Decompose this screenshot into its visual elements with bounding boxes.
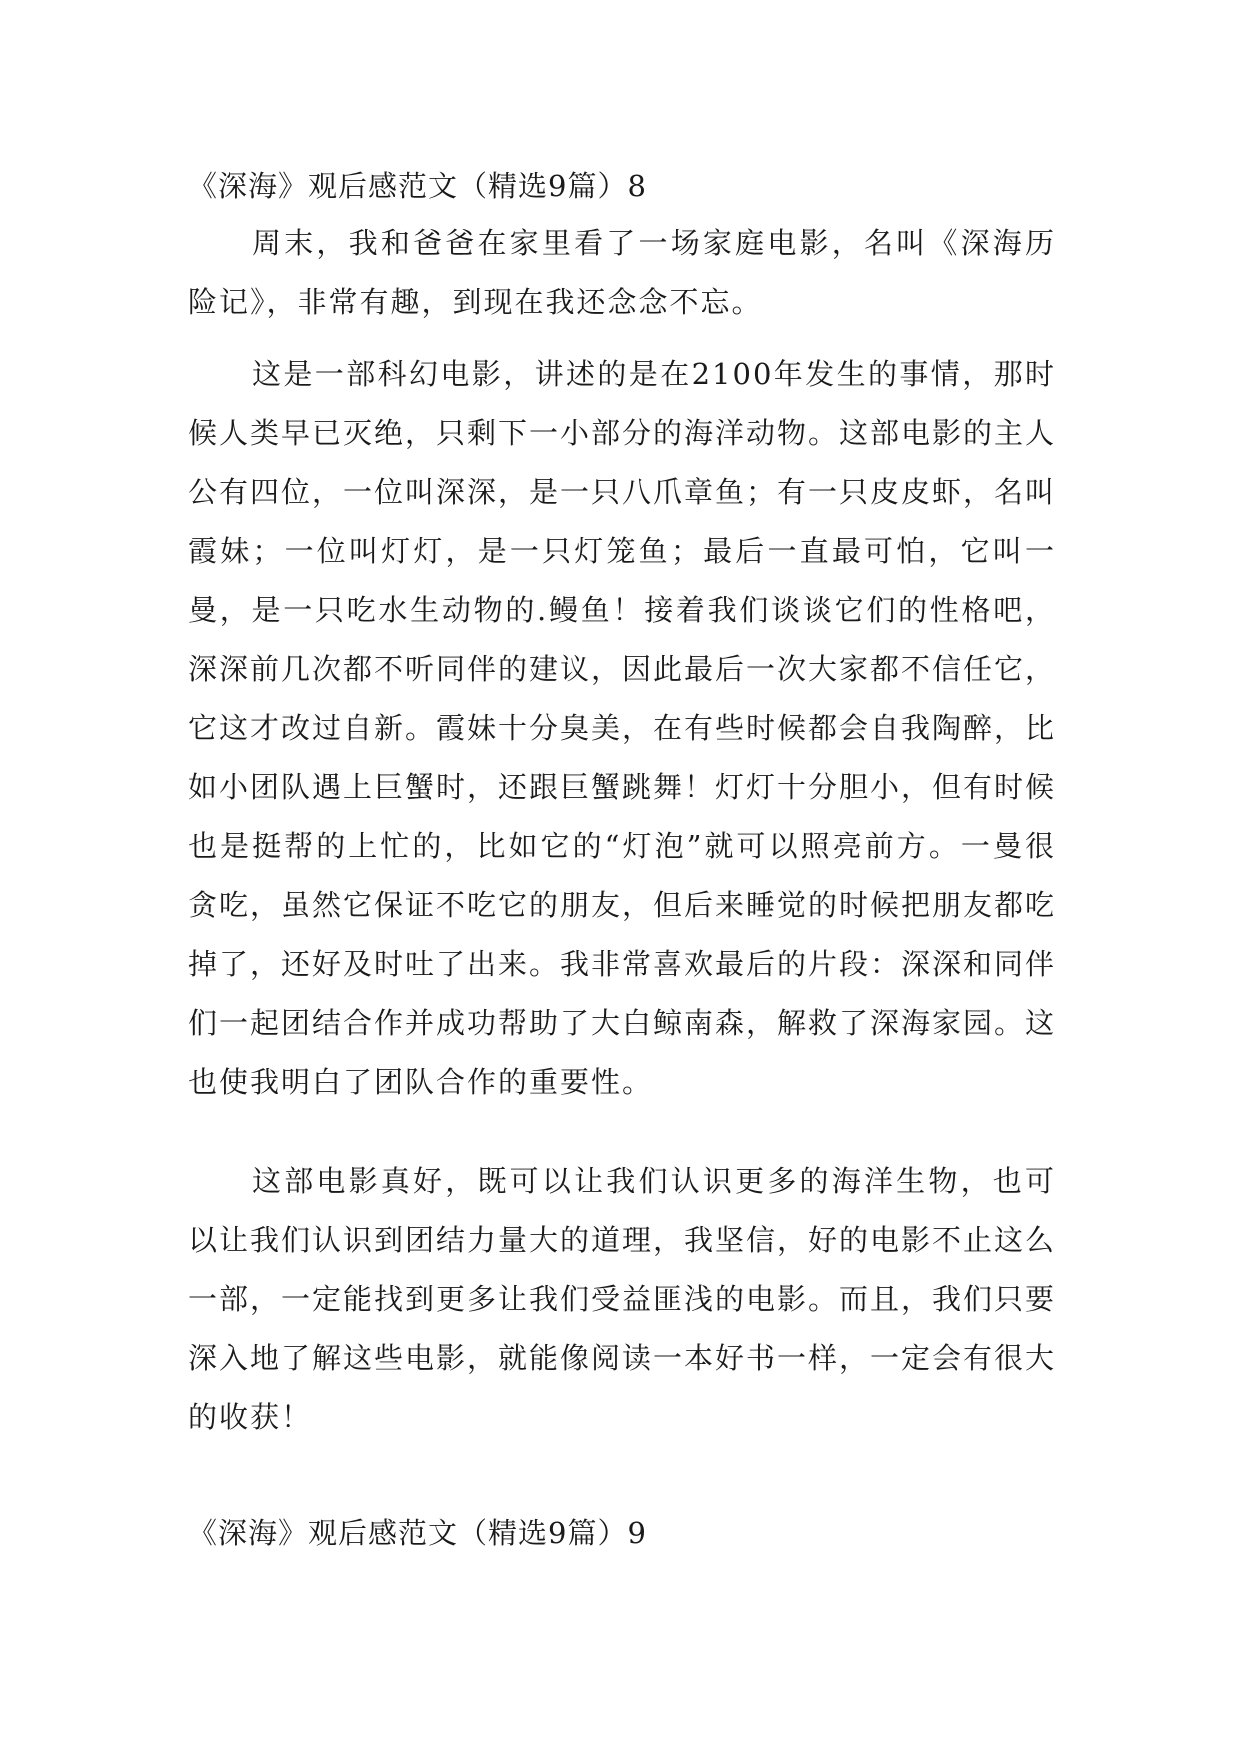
paragraph: 这部电影真好，既可以让我们认识更多的海洋生物，也可以让我们认识到团结力量大的道理，我坚信，好的电影不止这么一部，一定能找到更多让我们受益匪浅的电影。而且，我们只要深入地了解这些电影，就能像阅读一本好书一样，一定会有很大的收获！ (188, 1164, 1057, 1434)
section-heading: 《深海》观后感范文（精选9篇）9 (188, 1516, 647, 1550)
section-heading: 《深海》观后感范文（精选9篇）8 (188, 169, 647, 203)
paragraph: 这是一部科幻电影，讲述的是在2100年发生的事情，那时候人类早已灭绝，只剩下一小部分的海洋动物。这部电影的主人公有四位，一位叫深深，是一只八爪章鱼；有一只皮皮虾，名叫霞妹；一位叫灯灯，是一只灯笼鱼；最后一直最可怕，它叫一曼，是一只吃水生动物的.鳗鱼！接着我们谈谈它们的性格吧，深深前几次都不听同伴的建议，因此最后一次大家都不信任它，它这才改过自新。霞妹十分臭美，在有些时候都会自我陶醉，比如小团队遇上巨蟹时，还跟巨蟹跳舞！灯灯十分胆小，但有时候也是挺帮的上忙的，比如它的“灯泡”就可以照亮前方。一曼很贪吃，虽然它保证不吃它的朋友，但后来睡觉的时候把朋友都吃掉了，还好及时吐了出来。我非常喜欢最后的片段：深深和同伴们一起团结合作并成功帮助了大白鲸南森，解救了深海家园。这也使我明白了团队合作的重要性。 (188, 357, 1057, 1099)
paragraph: 周末，我和爸爸在家里看了一场家庭电影，名叫《深海历险记》，非常有趣，到现在我还念念不忘。 (188, 226, 1056, 319)
